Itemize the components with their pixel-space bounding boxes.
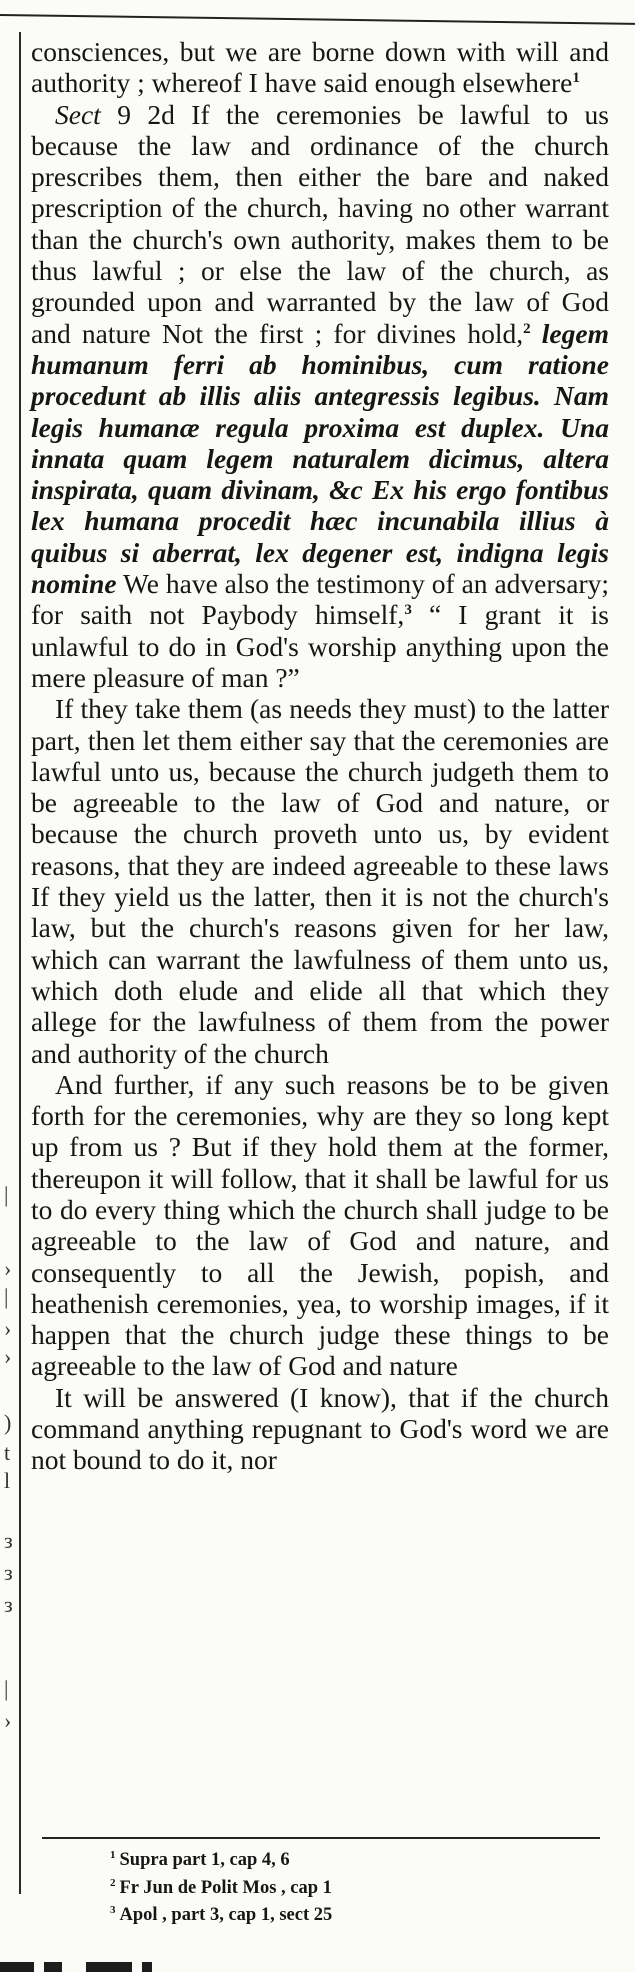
footnote-1 [110, 1844, 590, 1872]
paragraph [31, 1382, 609, 1476]
paragraph [31, 1069, 609, 1382]
margin-mark: з [4, 1560, 13, 1585]
footnote-3 [110, 1899, 590, 1927]
margin-mark: › [4, 1256, 12, 1281]
paragraph [31, 99, 609, 694]
margin-mark: з [4, 1592, 13, 1617]
text-run: And further, if any such reasons be to be given forth for the ceremonies, why are they so long kept up from us ? But if they hold them at the former, thereupon it will follow, that it shall be lawful for us to do every thing which the church shall judge to be agreeable to the law of God and nature, and consequently to all the Jewish, popish, and heathenish ceremonies, yea, to worship images, if it happen that the church judge these things to be agreeable to the law of God and nature [31, 1068, 609, 1382]
footnotes [110, 1844, 590, 1927]
margin-mark: ) [4, 1410, 12, 1435]
margin-mark: › [4, 1708, 12, 1733]
margin-mark: | [4, 1182, 9, 1207]
text-run [531, 318, 542, 349]
footnote-text: Supra part 1, cap 4, 6 [119, 1850, 290, 1871]
footnote-number: 3 [110, 1904, 116, 1917]
footnote-number: 1 [110, 1849, 116, 1861]
margin-mark: › [4, 1344, 12, 1369]
paragraph [31, 36, 609, 99]
footnote-reference: 1 [572, 70, 580, 87]
text-run: We have also the testimony of an adversary; for saith not Paybody himself, [31, 568, 609, 631]
footnote-2 [110, 1872, 590, 1900]
text-run: consciences, but we are borne down with will and authority ; whereof I have said enough elsewhere [31, 36, 609, 99]
margin-marks [0, 0, 18, 1972]
margin-mark: | [4, 1676, 9, 1701]
text-run: If they take them (as needs they must) to the latter part, then let them either say that the ceremonies are lawful unto us, because the church judgeth them to be agreeable to the law of God and nature, or because the church proveth unto us, by evident reasons, that they are indeed agreeable to these laws If they yield us the latter, then it is not the church's law, but the church's reasons given for her law, which can warrant the lawfulness of them unto us, which doth elude and elide all that which they allege for the lawfulness of them from the power and authority of the church [31, 693, 609, 1069]
text-run: It will be answered (I know), that if the church command anything repugnant to God's word we are not bound to do it, nor [31, 1381, 609, 1476]
margin-mark: t [4, 1440, 11, 1465]
paragraph [31, 693, 609, 1069]
latin-quotation: legem humanum ferri ab hominibus, cum ratione procedunt ab illis aliis antegressis legibus. Nam legis humanæ regula proxima est duplex. Una innata quam legem naturalem dicimus, altera inspirata, quam divinam, &c Ex his ergo fontibus lex humana procedit hæc incunabila illius à quibus si aberrat, lex degener est, indigna legis nomine [31, 317, 609, 600]
margin-mark: з [4, 1528, 13, 1553]
next-page-bleed [0, 1950, 260, 1972]
footnote-text: Apol , part 3, cap 1, sect 25 [119, 1905, 333, 1926]
margin-mark: | [4, 1284, 9, 1309]
margin-mark: l [4, 1468, 11, 1493]
margin-mark: › [4, 1316, 12, 1341]
text-run: 9 2d If the ceremonies be lawful to us because the law and ordinance of the church prescribes them, then either the bare and naked prescription of the church, having no other warrant than the church's own authority, makes them to be thus lawful ; or else the law of the church, as grounded upon and warranted by the law of God and nature Not the first ; for divines hold, [31, 98, 609, 349]
page-body [31, 36, 609, 1476]
footnote-rule [42, 1837, 600, 1839]
text-run: “ I grant it is unlawful to do in God's worship anything upon the mere pleasure of man ?” [31, 599, 609, 693]
footnote-number: 2 [110, 1876, 116, 1889]
footnote-reference: 2 [523, 320, 531, 337]
top-rule [0, 14, 635, 25]
column-rule [19, 32, 21, 1894]
section-marker: Sect [55, 98, 101, 130]
footnote-text: Fr Jun de Polit Mos , cap 1 [119, 1877, 332, 1898]
footnote-reference: 3 [404, 602, 412, 619]
